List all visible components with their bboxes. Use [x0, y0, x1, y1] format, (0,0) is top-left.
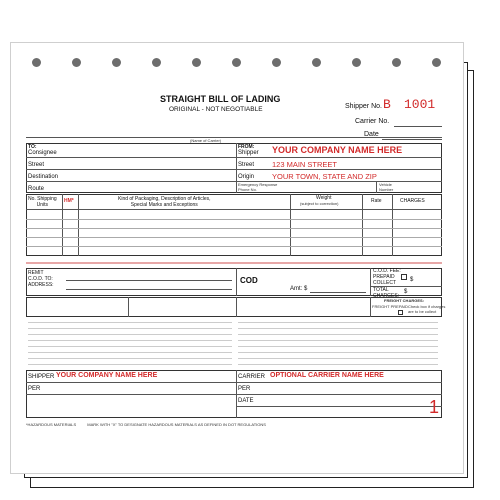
form-subtitle: ORIGINAL - NOT NEGOTIABLE: [169, 106, 263, 113]
binding-hole: [152, 58, 161, 67]
binding-hole: [32, 58, 41, 67]
binding-hole: [312, 58, 321, 67]
from-street-label: Street: [238, 162, 255, 168]
carrier-date-label: DATE: [238, 398, 254, 404]
item-row-line: [26, 219, 442, 220]
consignee-label: Consignee: [28, 150, 57, 156]
origin-value: YOUR TOWN, STATE AND ZIP: [272, 172, 377, 181]
hazmat-footnote: *HAZARDOUS MATERIALS MARK WITH "X" TO DESIGNATE HAZARDOUS MATERIALS AS DEFINED IN DOT REGULATIONS: [26, 422, 266, 427]
legal-text-line: [238, 358, 438, 359]
total-charges-dollar: $: [404, 289, 408, 295]
legal-text-line: [28, 352, 232, 353]
notice-divider: [236, 297, 237, 317]
cod-amount-line: [310, 292, 366, 293]
to-line: [26, 169, 236, 170]
carrier-name-line: [26, 137, 442, 138]
vehicle-number-label: Vehicle Number: [379, 182, 394, 192]
collect-label: COLLECT: [373, 280, 397, 286]
legal-text-line: [28, 346, 232, 347]
cod-amount-label: Amt: $: [290, 286, 308, 292]
to-street-label: Street: [28, 162, 45, 168]
legal-text-line: [238, 328, 438, 329]
total-charges-label: TOTAL CHARGES:: [373, 287, 400, 299]
route-label: Route: [28, 186, 45, 192]
remit-line: [66, 289, 232, 290]
carrier-per-label: PER: [238, 386, 251, 392]
cod-fee-dollar: $: [410, 277, 414, 283]
signature-line: [26, 394, 442, 395]
col-hm-header: HM*: [64, 198, 74, 204]
col-description-header: Kind of Packaging, Description of Articles, Special Marks and Exceptions: [118, 196, 211, 208]
shipper-no-prefix: B: [383, 97, 391, 112]
signature-line: [236, 406, 442, 407]
signature-line: [26, 382, 442, 383]
legal-text-line: [238, 322, 438, 323]
cod-label: COD: [240, 276, 258, 285]
date-line: [382, 139, 442, 140]
legal-text-line: [28, 364, 232, 365]
shipper-sign-value: YOUR COMPANY NAME HERE: [56, 372, 158, 379]
to-line: [26, 181, 236, 182]
cod-fee-label: C.O.D. FEE:: [373, 268, 401, 274]
from-line: [236, 169, 442, 170]
col-weight-header: Weight: [316, 195, 332, 201]
collect-checkbox[interactable]: [401, 274, 407, 280]
notice-divider: [128, 297, 129, 317]
binding-hole: [392, 58, 401, 67]
legal-text-line: [28, 328, 232, 329]
freight-collect-checkbox[interactable]: [398, 310, 403, 315]
from-line: [236, 157, 442, 158]
name-of-carrier-label: (Name of Carrier): [190, 138, 222, 143]
legal-text-line: [238, 346, 438, 347]
legal-text-line: [238, 364, 438, 365]
emergency-phone-label: Emergency Response Phone No.: [238, 182, 278, 192]
carrier-sign-value: OPTIONAL CARRIER NAME HERE: [270, 372, 384, 379]
shipper-no-label: Shipper No.: [345, 103, 382, 110]
legal-text-line: [238, 334, 438, 335]
from-label: FROM:: [238, 144, 255, 150]
fine-print-line: [26, 262, 442, 264]
binding-hole: [192, 58, 201, 67]
legal-text-line: [238, 340, 438, 341]
legal-text-line: [28, 358, 232, 359]
binding-hole: [72, 58, 81, 67]
freight-prepaid-label: FREIGHT PREPAID: [372, 304, 408, 309]
from-street-value: 123 MAIN STREET: [272, 160, 338, 169]
shipper-per-label: PER: [28, 386, 41, 392]
binding-hole: [232, 58, 241, 67]
check-box-label: Check box if charges are to be collect: [408, 304, 446, 314]
cod-divider: [370, 268, 371, 296]
remit-cod-label: REMIT C.O.D. TO: ADDRESS:: [28, 270, 54, 288]
item-row-line: [26, 246, 442, 247]
from-shipper-label: Shipper: [238, 150, 259, 156]
col-weight-sub: (subject to correction): [300, 201, 339, 206]
shipper-sign-label: SHIPPER: [28, 374, 55, 380]
vehicle-divider: [376, 181, 377, 193]
to-from-divider: [236, 143, 237, 193]
col-charges-header: CHARGES: [400, 198, 425, 204]
shipper-no-value: 1001: [404, 97, 436, 112]
prepaid-label: PREPAID: [373, 274, 395, 280]
legal-text-line: [28, 340, 232, 341]
to-line: [26, 157, 236, 158]
carrier-sign-label: CARRIER: [238, 374, 266, 380]
item-row-line: [26, 237, 442, 238]
col-rate-header: Rate: [371, 198, 382, 204]
destination-label: Destination: [28, 174, 59, 180]
legal-text-line: [238, 352, 438, 353]
notice-divider: [370, 297, 371, 317]
date-label: Date: [364, 131, 379, 138]
remit-line: [66, 280, 232, 281]
item-row-line: [26, 228, 442, 229]
binding-hole: [112, 58, 121, 67]
legal-text-line: [28, 334, 232, 335]
legal-text-line: [28, 322, 232, 323]
origin-label: Origin: [238, 174, 255, 180]
carrier-no-line: [394, 126, 442, 127]
from-shipper-value: YOUR COMPANY NAME HERE: [272, 145, 403, 155]
remit-divider: [236, 268, 237, 296]
binding-hole: [272, 58, 281, 67]
copy-number: 1: [429, 397, 440, 417]
binding-hole: [352, 58, 361, 67]
items-header-line: [26, 209, 442, 210]
freight-charges-label: FREIGHT CHARGES:: [384, 298, 424, 303]
form-title: STRAIGHT BILL OF LADING: [160, 94, 281, 104]
to-label: TO:: [28, 144, 37, 150]
carrier-no-label: Carrier No.: [355, 118, 390, 125]
col-units-header: No. Shipping Units: [28, 196, 57, 208]
binding-hole: [432, 58, 441, 67]
